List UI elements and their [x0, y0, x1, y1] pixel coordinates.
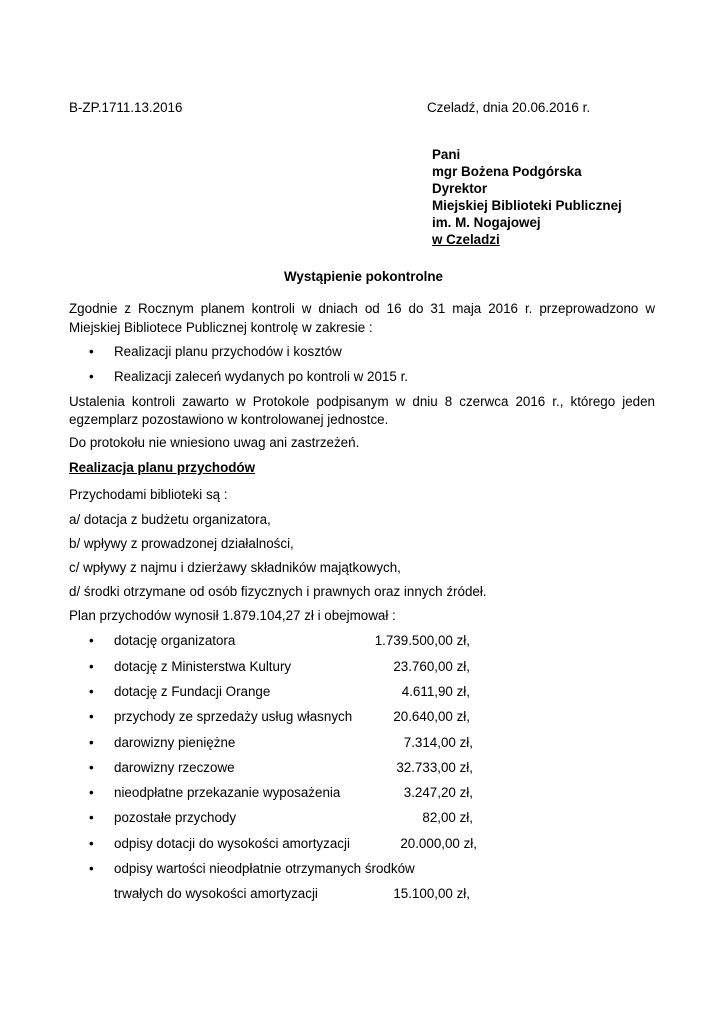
document-reference: B-ZP.1711.13.2016 [69, 100, 183, 115]
revenue-item-label: odpisy dotacji do wysokości amortyzacji [114, 836, 350, 851]
plan-total-line: Plan przychodów wynosił 1.879.104,27 zł i obejmował : [69, 608, 396, 623]
revenue-item-label: nieodpłatne przekazanie wyposażenia [114, 785, 341, 800]
bullet-icon: • [89, 760, 94, 775]
revenue-item-amount: 20.000,00 zł, [400, 836, 477, 851]
revenue-source: d/ środki otrzymane od osób fizycznych i prawnych oraz innych źródeł. [69, 584, 487, 599]
revenue-item-amount: 15.100,00 zł, [393, 886, 470, 901]
revenue-item-label: dotację organizatora [114, 633, 236, 648]
intro-paragraph-line-2: Miejskiej Bibliotece Publicznej kontrolę w zakresie : [69, 320, 373, 335]
intro-paragraph-line-1: Zgodnie z Rocznym planem kontroli w dniach od 16 do 31 maja 2016 r. przeprowadzono w [69, 301, 655, 316]
revenue-item-label: odpisy wartości nieodpłatnie otrzymanych środków [114, 861, 415, 876]
place-and-date: Czeladź, dnia 20.06.2016 r. [427, 100, 591, 115]
addressee-institution-patron: im. M. Nogajowej [432, 215, 541, 230]
revenue-item-amount: 23.760,00 zł, [393, 659, 470, 674]
revenue-source: b/ wpływy z prowadzonej działalności, [69, 536, 294, 551]
revenue-item-amount: 7.314,00 zł, [403, 735, 473, 750]
revenue-item-label: pozostałe przychody [114, 810, 237, 825]
revenue-item-label: dotację z Ministerstwa Kultury [114, 659, 292, 674]
bullet-icon: • [89, 659, 94, 674]
addressee-institution: Miejskiej Biblioteki Publicznej [432, 198, 622, 213]
revenue-item-amount: 82,00 zł, [422, 810, 473, 825]
bullet-icon: • [89, 735, 94, 750]
revenue-item-label: przychody ze sprzedaży usług własnych [114, 709, 353, 724]
revenue-item-amount: 1.739.500,00 zł, [374, 633, 470, 648]
revenue-item-amount: 3.247,20 zł, [403, 785, 473, 800]
bullet-icon: • [89, 344, 94, 359]
addressee-position: Dyrektor [432, 181, 488, 196]
revenue-source: c/ wpływy z najmu i dzierżawy składników majątkowych, [69, 560, 401, 575]
revenue-item-amount: 32.733,00 zł, [396, 760, 473, 775]
no-remarks-paragraph: Do protokołu nie wniesiono uwag ani zastrzeżeń. [69, 435, 360, 450]
revenue-item-amount: 4.611,90 zł, [401, 684, 470, 699]
bullet-icon: • [89, 369, 94, 384]
scope-item: Realizacji zaleceń wydanych po kontroli w 2015 r. [114, 369, 409, 384]
bullet-icon: • [89, 709, 94, 724]
bullet-icon: • [89, 861, 94, 876]
findings-paragraph-line-1: Ustalenia kontroli zawarto w Protokole podpisanym w dniu 8 czerwca 2016 r., którego jeden [69, 394, 655, 409]
document-title: Wystąpienie pokontrolne [284, 269, 443, 284]
bullet-icon: • [89, 785, 94, 800]
section-heading: Realizacja planu przychodów [69, 460, 256, 475]
revenue-item-label-continuation: trwałych do wysokości amortyzacji [114, 886, 318, 901]
findings-paragraph-line-2: egzemplarz pozostawiono w kontrolowanej jednostce. [69, 412, 389, 427]
bullet-icon: • [89, 633, 94, 648]
revenue-item-label: dotację z Fundacji Orange [114, 684, 271, 699]
revenue-item-label: darowizny pieniężne [114, 735, 236, 750]
bullet-icon: • [89, 684, 94, 699]
addressee-name: mgr Bożena Podgórska [432, 164, 582, 179]
bullet-icon: • [89, 836, 94, 851]
section-lead: Przychodami biblioteki są : [69, 487, 228, 502]
addressee-salutation: Pani [432, 147, 461, 162]
addressee-city: w Czeladzi [432, 232, 500, 247]
revenue-source: a/ dotacja z budżetu organizatora, [69, 512, 271, 527]
scope-item: Realizacji planu przychodów i kosztów [114, 344, 342, 359]
revenue-item-amount: 20.640,00 zł, [393, 709, 470, 724]
bullet-icon: • [89, 810, 94, 825]
revenue-item-label: darowizny rzeczowe [114, 760, 235, 775]
